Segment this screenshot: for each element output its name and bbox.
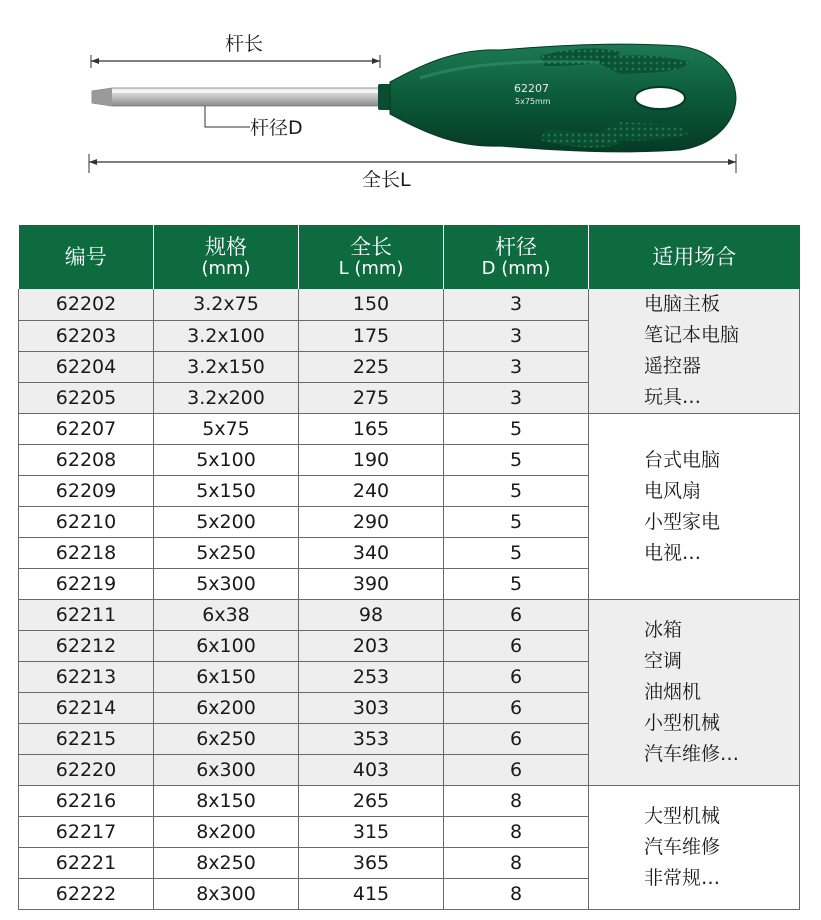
cell-code: 62216: [19, 786, 154, 817]
cell-length: 165: [299, 414, 444, 445]
table-row: [19, 600, 800, 631]
table-row: [19, 786, 800, 817]
table-row: [19, 414, 800, 445]
cell-code: 62209: [19, 476, 154, 507]
cell-diameter: 5: [444, 507, 589, 538]
total-length-dimension: [89, 154, 736, 191]
handle-spec-text: 5x75mm: [515, 97, 551, 106]
application-item: 玩具…: [644, 386, 702, 408]
table-header: [19, 225, 800, 289]
cell-code: 62202: [19, 289, 154, 320]
table-body: [19, 289, 800, 910]
cell-length: 98: [299, 600, 444, 631]
cell-spec: 5x75: [154, 414, 299, 445]
cell-code: 62222: [19, 879, 154, 910]
cell-length: 203: [299, 631, 444, 662]
cell-spec: 6x300: [154, 755, 299, 786]
cell-diameter: 6: [444, 631, 589, 662]
cell-length: 365: [299, 848, 444, 879]
cell-diameter: 5: [444, 538, 589, 569]
cell-diameter: 6: [444, 662, 589, 693]
cell-spec: 5x250: [154, 538, 299, 569]
cell-code: 62210: [19, 507, 154, 538]
cell-code: 62214: [19, 693, 154, 724]
cell-spec: 6x250: [154, 724, 299, 755]
cell-spec: 8x300: [154, 879, 299, 910]
cell-spec: 5x200: [154, 507, 299, 538]
cell-diameter: 8: [444, 848, 589, 879]
cell-length: 403: [299, 755, 444, 786]
application-item: 电风扇: [644, 479, 702, 502]
cell-spec: 8x200: [154, 817, 299, 848]
cell-length: 290: [299, 507, 444, 538]
cell-code: 62208: [19, 445, 154, 476]
cell-application: [589, 786, 800, 910]
cell-code: 62211: [19, 600, 154, 631]
cell-code: 62205: [19, 382, 154, 413]
application-item: 电脑主板: [644, 293, 721, 315]
header-application: 适用场合: [589, 225, 800, 289]
screwdriver-handle: [378, 44, 736, 152]
cell-length: 150: [299, 289, 444, 320]
application-item: 台式电脑: [644, 448, 721, 471]
cell-code: 62213: [19, 662, 154, 693]
cell-diameter: 5: [444, 414, 589, 445]
cell-spec: 3.2x100: [154, 320, 299, 351]
cell-length: 265: [299, 786, 444, 817]
application-item: 汽车维修: [644, 836, 721, 858]
cell-length: 315: [299, 817, 444, 848]
cell-diameter: 5: [444, 476, 589, 507]
cell-spec: 6x100: [154, 631, 299, 662]
application-item: 非常规…: [644, 867, 721, 889]
cell-spec: 5x150: [154, 476, 299, 507]
cell-length: 225: [299, 351, 444, 382]
application-item: 空调: [644, 650, 683, 672]
cell-spec: 6x200: [154, 693, 299, 724]
shaft-diameter-callout: [205, 106, 303, 139]
application-item: 汽车维修…: [644, 743, 740, 765]
cell-spec: 8x250: [154, 848, 299, 879]
cell-spec: 3.2x200: [154, 382, 299, 413]
shaft-length-label: 杆长: [225, 33, 264, 55]
cell-code: 62217: [19, 817, 154, 848]
cell-spec: 5x100: [154, 445, 299, 476]
cell-diameter: 5: [444, 569, 589, 600]
handle-model-text: 62207: [514, 82, 549, 95]
screwdriver-shaft: [92, 88, 380, 106]
cell-application: [589, 414, 800, 600]
spec-table: [18, 225, 800, 910]
cell-diameter: 6: [444, 724, 589, 755]
cell-diameter: 3: [444, 289, 589, 320]
cell-spec: 3.2x75: [154, 289, 299, 320]
header-code: 编号: [19, 225, 154, 289]
cell-diameter: 5: [444, 445, 589, 476]
header-diameter: 杆径 D (mm): [444, 225, 589, 289]
cell-code: 62215: [19, 724, 154, 755]
cell-diameter: 8: [444, 879, 589, 910]
cell-spec: 6x150: [154, 662, 299, 693]
cell-code: 62212: [19, 631, 154, 662]
cell-application: [589, 600, 800, 786]
application-item: 遥控器: [644, 355, 702, 377]
cell-diameter: 6: [444, 600, 589, 631]
cell-length: 303: [299, 693, 444, 724]
application-item: 小型机械: [644, 712, 721, 734]
cell-spec: 8x150: [154, 786, 299, 817]
header-length: 全长 L (mm): [299, 225, 444, 289]
cell-length: 390: [299, 569, 444, 600]
cell-application: [589, 289, 800, 414]
table-row: [19, 289, 800, 320]
cell-code: 62220: [19, 755, 154, 786]
cell-spec: 3.2x150: [154, 351, 299, 382]
cell-diameter: 6: [444, 755, 589, 786]
cell-length: 240: [299, 476, 444, 507]
cell-spec: 6x38: [154, 600, 299, 631]
screwdriver-diagram: [0, 0, 821, 215]
cell-length: 415: [299, 879, 444, 910]
cell-code: 62219: [19, 569, 154, 600]
application-item: 小型家电: [644, 510, 721, 533]
application-item: 大型机械: [644, 805, 721, 827]
cell-code: 62203: [19, 320, 154, 351]
application-item: 油烟机: [644, 681, 702, 703]
cell-length: 190: [299, 445, 444, 476]
shaft-length-dimension: [91, 33, 380, 68]
header-spec: 规格 (mm): [154, 225, 299, 289]
shaft-diameter-label: 杆径D: [250, 117, 303, 139]
application-item: 冰箱: [644, 619, 683, 641]
cell-code: 62207: [19, 414, 154, 445]
cell-diameter: 6: [444, 693, 589, 724]
application-item: 笔记本电脑: [644, 324, 740, 346]
cell-diameter: 3: [444, 320, 589, 351]
cell-diameter: 8: [444, 817, 589, 848]
cell-code: 62221: [19, 848, 154, 879]
cell-diameter: 3: [444, 351, 589, 382]
cell-length: 353: [299, 724, 444, 755]
cell-length: 175: [299, 320, 444, 351]
cell-diameter: 8: [444, 786, 589, 817]
cell-length: 253: [299, 662, 444, 693]
cell-code: 62218: [19, 538, 154, 569]
total-length-label: 全长L: [362, 169, 411, 191]
application-item: 电视…: [644, 541, 702, 564]
cell-length: 275: [299, 382, 444, 413]
cell-spec: 5x300: [154, 569, 299, 600]
cell-length: 340: [299, 538, 444, 569]
cell-code: 62204: [19, 351, 154, 382]
cell-diameter: 3: [444, 382, 589, 413]
